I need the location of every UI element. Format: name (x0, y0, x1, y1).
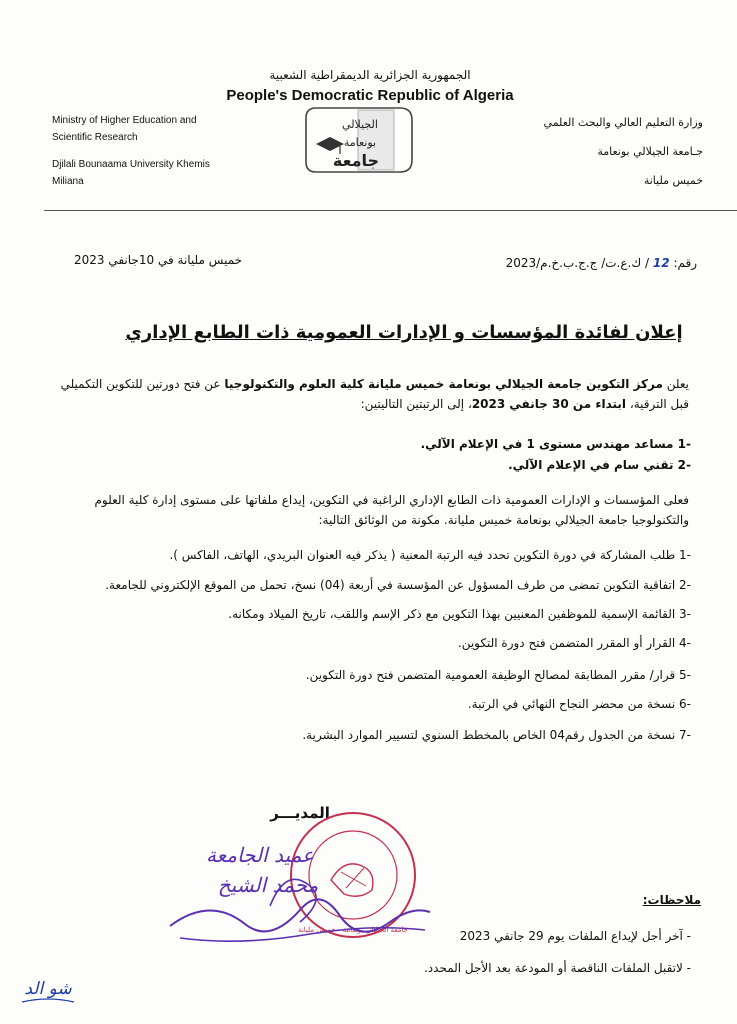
arabic-institution-block (503, 114, 703, 201)
rank-item: -1 مساعد مهندس مستوى 1 في الإعلام الآلي. (420, 437, 691, 451)
document-item: -4 القرار أو المقرر المتضمن فتح دورة التكوين. (457, 636, 691, 650)
intro-bold-center: مركز التكوين جامعة الجيلالي بونعامة خميس مليانة كلية العلوم والتكنولوجيا (224, 377, 663, 391)
university-logo (300, 104, 416, 176)
intro-bold-date: ابتداء من 30 جانفي 2023 (471, 397, 627, 411)
logo-text-2: بونعامة (343, 136, 377, 149)
en-ministry-line1: Ministry of Higher Education and (52, 115, 197, 126)
english-institution-block (52, 112, 272, 190)
ref-prefix: رقم: (673, 256, 697, 270)
handwritten-initials (18, 968, 78, 1008)
en-university-line2: Miliana (52, 176, 84, 187)
stamp-text: جامعة الجيلالي بونعامة - خميس مليانة (298, 926, 408, 934)
issue-date: خميس مليانة في 10جانفي 2023 (74, 253, 243, 267)
document-item: -1 طلب المشاركة في دورة التكوين تحدد فيه الرتبة المعنية ( يذكر فيه العنوان البريدي، الهاتف، الفاكس ). (169, 548, 691, 562)
ref-handwritten-number: 12 (652, 256, 670, 270)
en-ministry-line2: Scientific Research (52, 132, 138, 143)
en-university-line1: Djilali Bounaama University Khemis (52, 159, 210, 170)
announcement-heading: إعلان لفائدة المؤسسات و الإدارات العمومية ذات الطابع الإداري (125, 322, 683, 343)
signature-line1: عميد الجامعة (205, 843, 315, 867)
rank-item: -2 تقني سام في الإعلام الآلي. (508, 458, 691, 472)
document-item: -2 اتفاقية التكوين تمضى من طرف المسؤول عن المؤسسة في أربعة (04) نسخ، تحمل من الموقع الإلكتروني للجامعة. (105, 578, 691, 592)
logo-text-1: الجيلالي (342, 118, 378, 131)
director-title: المديـــر (270, 804, 330, 822)
document-item: -3 القائمة الإسمية للموظفين المعنيين بهذا التكوين مع ذكر الإسم واللقب، تاريخ الميلاد ومكانه. (228, 607, 691, 621)
initials-text: شو الد (24, 979, 72, 999)
country-name-arabic: الجمهورية الجزائرية الديمقراطية الشعبية (269, 68, 471, 82)
ar-university: جـامعة الجيلالي بونعامة (597, 145, 703, 158)
note-item: - آخر أجل لإيداع الملفات يوم 29 جانفي 2023 (459, 929, 691, 943)
document-item: -7 نسخة من الجدول رقم04 الخاص بالمخطط السنوي لتسيير الموارد البشرية. (302, 728, 691, 742)
signature-line2: محمد الشيخ (217, 873, 319, 897)
ref-suffix: / ك.ع.ت/ ج.ج.ب.خ.م/2023 (505, 256, 650, 270)
country-name-english: People's Democratic Republic of Algeria (226, 87, 514, 104)
document-item: -5 قرار/ مقرر المطابقة لمصالح الوظيفة العمومية المتضمن فتح دورة التكوين. (305, 668, 691, 682)
intro-paragraph: يعلن مركز التكوين جامعة الجيلالي بونعامة خميس مليانة كلية العلوم والتكنولوجيا عن فتح دورتين للتكوين التكميلي قبل الترقية، ابتداء من 30 جانفي 2023، إلى الرتبتين التاليتين: (60, 377, 689, 411)
header-divider (44, 210, 737, 211)
note-item: - لاتقبل الملفات الناقصة أو المودعة بعد الأجل المحدد. (423, 961, 691, 975)
handwritten-signature (150, 826, 440, 966)
document-item: -6 نسخة من محضر النجاح النهائي في الرتبة. (467, 697, 691, 711)
ar-city: خميس مليانة (643, 174, 703, 187)
ar-ministry: وزارة التعليم العالي والبحث العلمي (543, 116, 703, 129)
logo-text-3: جامعة (332, 151, 380, 170)
reference-number (506, 256, 697, 270)
notes-title: ملاحظات: (642, 893, 701, 907)
submission-paragraph: فعلى المؤسسات و الإدارات العمومية ذات الطابع الإداري الراغبة في التكوين، إيداع ملفاتها على مستوى إدارة كلية العلوم والتكنولوجيا جامعة الجيلالي بونعامة خميس مليانة. مكونة من الوثائق التالية: (94, 493, 689, 527)
